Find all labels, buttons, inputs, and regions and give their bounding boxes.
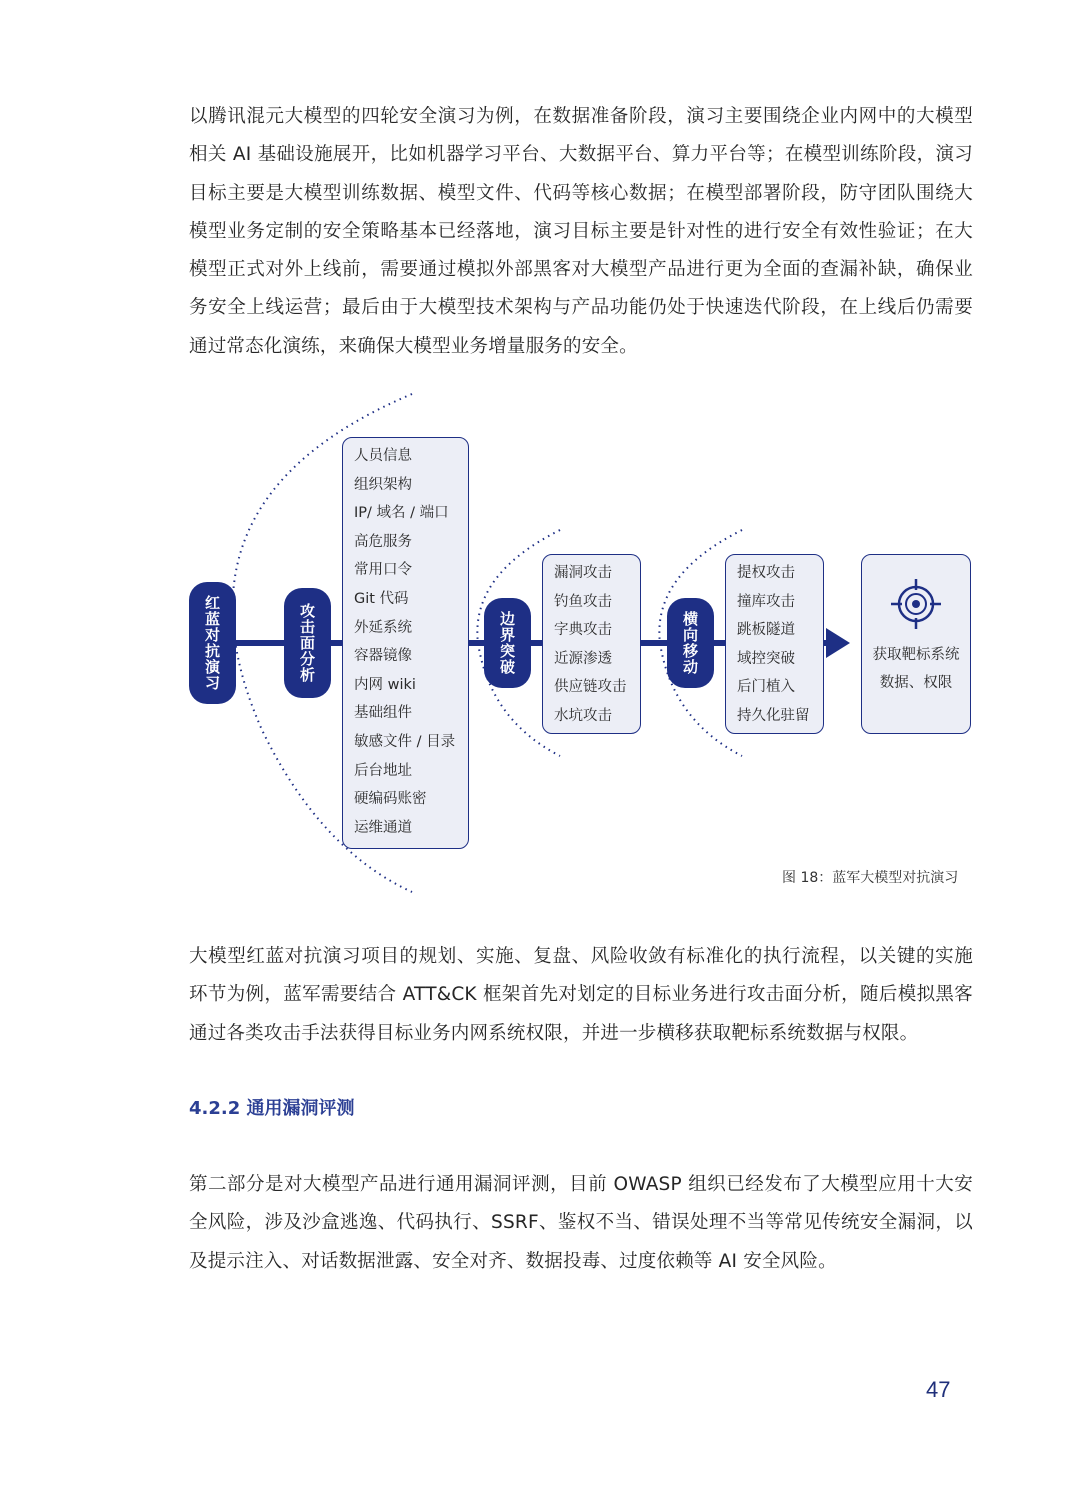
list-item: Git 代码 <box>354 590 409 607</box>
list-item: 后门植入 <box>737 679 795 696</box>
list-item: 持久化驻留 <box>737 707 810 724</box>
figure-caption: 图 18：蓝军大模型对抗演习 <box>782 870 959 886</box>
target-box <box>861 554 971 734</box>
stage-start-pill: 红蓝对抗演习 <box>189 582 236 704</box>
list-item: IP/ 域名 / 端口 <box>354 505 449 522</box>
list-item: 撞库攻击 <box>737 593 795 610</box>
arrow-head-icon <box>826 628 850 658</box>
list-item: 高危服务 <box>354 533 412 550</box>
list-item: 外延系统 <box>354 619 412 636</box>
list-item: 跳板隧道 <box>737 622 795 639</box>
stage-attack-surface-pill: 攻击面分析 <box>284 588 331 698</box>
list-item: 常用口令 <box>354 562 412 579</box>
list-item: 水坑攻击 <box>554 707 612 724</box>
page-number: 47 <box>926 1377 951 1402</box>
list-item: 敏感文件 / 目录 <box>354 733 456 750</box>
vulnerability-paragraph: 第二部分是对大模型产品进行通用漏洞评测，目前 OWASP 组织已经发布了大模型应用十大安全风险，涉及沙盒逃逸、代码执行、SSRF、鉴权不当、错误处理不当等常见传统安全漏洞，以及提示注入、对话数据泄露、安全对齐、数据投毒、过度依赖等 AI 安全风险。 <box>189 1174 973 1272</box>
intro-paragraph: 以腾讯混元大模型的四轮安全演习为例，在数据准备阶段，演习主要围绕企业内网中的大模型相关 AI 基础设施展开，比如机器学习平台、大数据平台、算力平台等；在模型训练阶段，演习目标主要是大模型训练数据、模型文件、代码等核心数据；在模型部署阶段，防守团队围绕大模型业务定制的安全策略基本已经落地，演习目标主要是针对性的进行安全有效性验证；在大模型正式对外上线前，需要通过模拟外部黑客对大模型产品进行更为全面的查漏补缺，确保业务安全上线运营；最后由于大模型技术架构与产品功能仍处于快速迭代阶段，在上线后仍需要通过常态化演练，来确保大模型业务增量服务的安全。 <box>189 106 973 357</box>
stage-lateral-pill: 横向移动 <box>667 598 714 688</box>
target-label-line1: 获取靶标系统 <box>872 647 960 663</box>
breach-list <box>542 554 641 734</box>
list-item: 域控突破 <box>737 650 795 667</box>
attack-surface-list <box>342 437 469 849</box>
list-item: 近源渗透 <box>554 650 612 667</box>
list-item: 字典攻击 <box>554 622 612 639</box>
target-icon <box>889 577 943 631</box>
list-item: 供应链攻击 <box>554 679 627 696</box>
list-item: 运维通道 <box>354 819 412 836</box>
list-item: 硬编码账密 <box>354 791 427 808</box>
section-heading: 4.2.2 通用漏洞评测 <box>189 1098 355 1119</box>
lateral-list <box>725 554 824 734</box>
list-item: 后台地址 <box>354 762 412 779</box>
target-label-line2: 数据、权限 <box>879 675 953 691</box>
list-item: 基础组件 <box>354 705 412 722</box>
process-paragraph: 大模型红蓝对抗演习项目的规划、实施、复盘、风险收敛有标准化的执行流程，以关键的实施环节为例，蓝军需要结合 ATT&CK 框架首先对划定的目标业务进行攻击面分析，随后模拟黑客通过各类攻击手法获得目标业务内网系统权限，并进一步横移获取靶标系统数据与权限。 <box>189 946 973 1044</box>
list-item: 容器镜像 <box>354 648 412 665</box>
list-item: 提权攻击 <box>737 565 795 581</box>
list-item: 钓鱼攻击 <box>554 593 612 610</box>
list-item: 内网 wiki <box>354 676 416 693</box>
list-item: 漏洞攻击 <box>554 565 612 581</box>
list-item: 组织架构 <box>354 476 412 493</box>
stage-breach-pill: 边界突破 <box>484 598 531 688</box>
list-item: 人员信息 <box>354 448 412 464</box>
red-blue-exercise-diagram <box>0 380 1080 910</box>
